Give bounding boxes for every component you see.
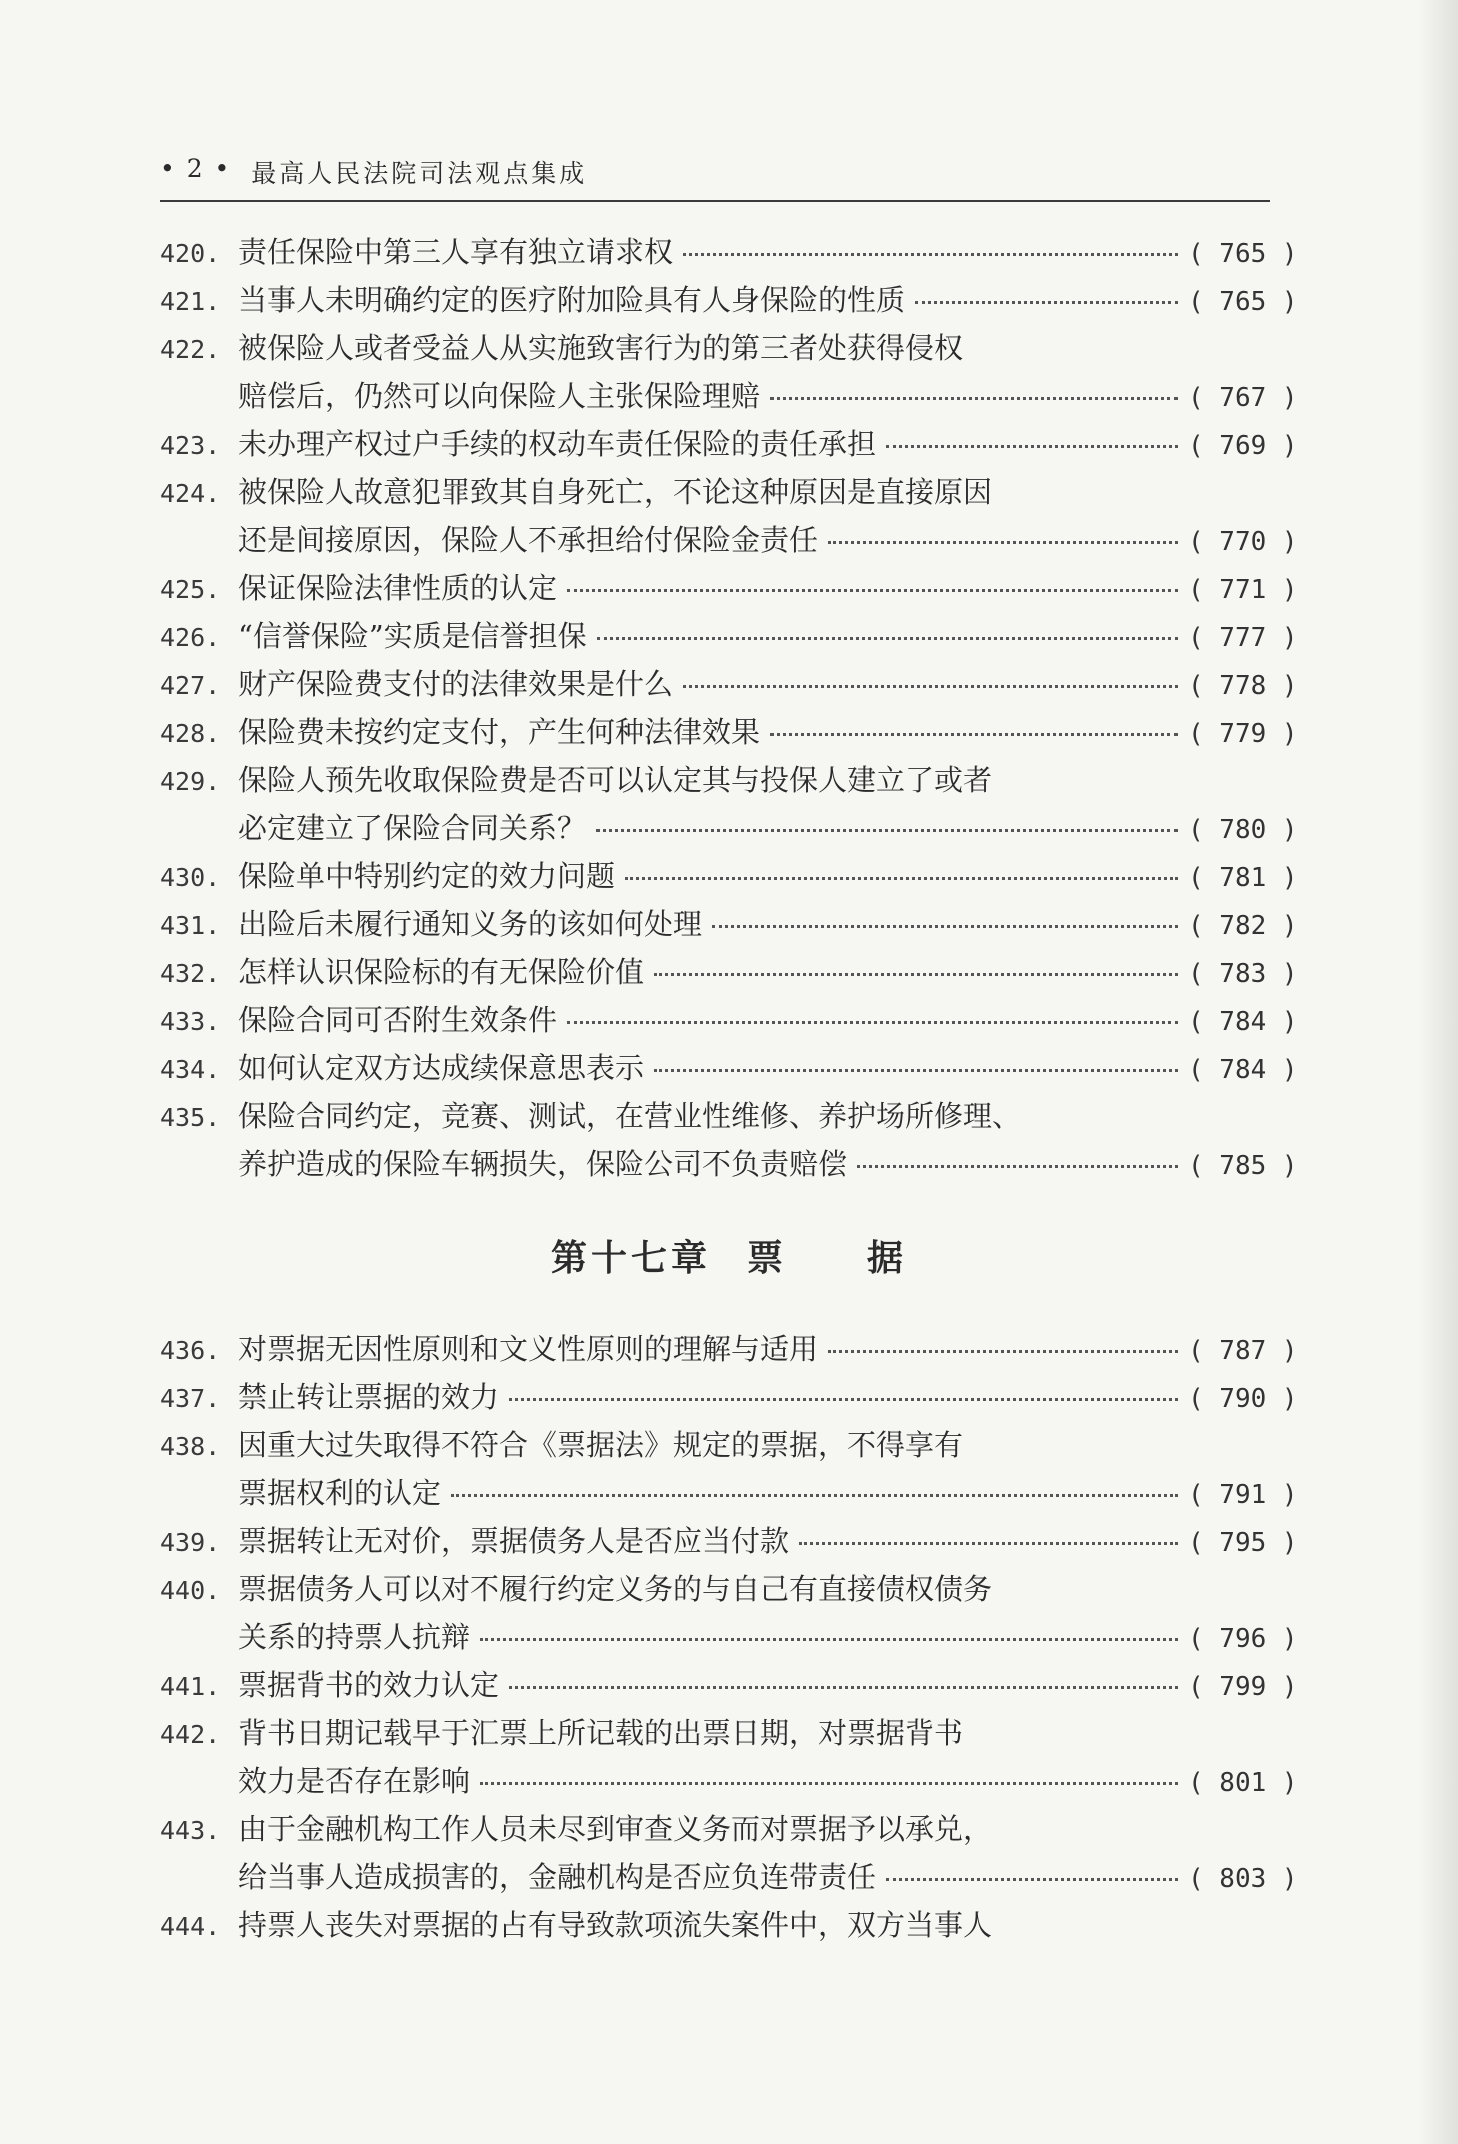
entry-number: 444. bbox=[160, 1912, 221, 1941]
dot-leader bbox=[886, 1864, 1178, 1881]
entry-page-ref: ( 777 ) bbox=[1188, 623, 1298, 653]
dot-leader bbox=[857, 1151, 1178, 1168]
entry-number: 420. bbox=[160, 239, 221, 268]
toc-entry-line bbox=[160, 276, 1298, 324]
chapter-name: 票 据 bbox=[747, 1238, 908, 1279]
toc-entry[interactable] bbox=[160, 852, 1298, 900]
dot-leader bbox=[683, 671, 1178, 688]
dot-leader bbox=[596, 815, 1178, 832]
entry-title: 当事人未明确约定的医疗附加险具有人身保险的性质 bbox=[238, 283, 906, 317]
toc-entry-line bbox=[238, 804, 1298, 852]
chapter-heading bbox=[0, 1230, 1458, 1281]
entry-title: 对票据无因性原则和文义性原则的理解与适用 bbox=[238, 1332, 819, 1366]
entry-number: 441. bbox=[160, 1672, 221, 1701]
toc-entry-line bbox=[160, 468, 1290, 516]
entry-page-ref: ( 796 ) bbox=[1188, 1624, 1298, 1654]
dot-leader bbox=[770, 719, 1178, 736]
entry-page-ref: ( 778 ) bbox=[1188, 671, 1298, 701]
entry-number: 437. bbox=[160, 1384, 221, 1413]
toc-entry-line bbox=[160, 1517, 1298, 1565]
entry-page-ref: ( 765 ) bbox=[1188, 287, 1298, 317]
entry-title: 保证保险法律性质的认定 bbox=[238, 571, 558, 605]
toc-entry-line bbox=[160, 1565, 1290, 1613]
dot-leader bbox=[509, 1672, 1178, 1689]
entry-number: 439. bbox=[160, 1528, 221, 1557]
entry-title: 禁止转让票据的效力 bbox=[238, 1380, 500, 1414]
toc-entry-line bbox=[238, 372, 1298, 420]
entry-title: 由于金融机构工作人员未尽到审查义务而对票据予以承兑， bbox=[238, 1812, 993, 1846]
toc-entry[interactable] bbox=[160, 1325, 1298, 1373]
toc-entry[interactable] bbox=[160, 1092, 1298, 1188]
entry-title: 养护造成的保险车辆损失，保险公司不负责赔偿 bbox=[238, 1147, 848, 1181]
entry-number: 434. bbox=[160, 1055, 221, 1084]
entry-page-ref: ( 765 ) bbox=[1188, 239, 1298, 269]
entry-number: 435. bbox=[160, 1103, 221, 1132]
entry-title: 保险人预先收取保险费是否可以认定其与投保人建立了或者 bbox=[238, 763, 993, 797]
entry-number: 426. bbox=[160, 623, 221, 652]
toc-entry-line bbox=[160, 996, 1298, 1044]
toc-entry[interactable] bbox=[160, 948, 1298, 996]
entry-number: 442. bbox=[160, 1720, 221, 1749]
dot-leader bbox=[915, 287, 1178, 304]
toc-entry[interactable] bbox=[160, 228, 1298, 276]
toc-entry[interactable] bbox=[160, 1565, 1298, 1661]
toc-list-insurance bbox=[160, 228, 1298, 1188]
entry-number: 422. bbox=[160, 335, 221, 364]
entry-number: 431. bbox=[160, 911, 221, 940]
entry-title: 被保险人或者受益人从实施致害行为的第三者处获得侵权 bbox=[238, 331, 964, 365]
dot-leader bbox=[712, 911, 1178, 928]
entry-page-ref: ( 803 ) bbox=[1188, 1864, 1298, 1894]
entry-title: 被保险人故意犯罪致其自身死亡，不论这种原因是直接原因 bbox=[238, 475, 993, 509]
toc-entry[interactable] bbox=[160, 1661, 1298, 1709]
entry-title: 效力是否存在影响 bbox=[238, 1764, 471, 1798]
toc-entry[interactable] bbox=[160, 324, 1298, 420]
toc-entry-line bbox=[160, 420, 1298, 468]
entry-title: 票据背书的效力认定 bbox=[238, 1668, 500, 1702]
entry-page-ref: ( 785 ) bbox=[1188, 1151, 1298, 1181]
entry-title: 怎样认识保险标的有无保险价值 bbox=[238, 955, 645, 989]
entry-title: 责任保险中第三人享有独立请求权 bbox=[238, 235, 674, 269]
entry-page-ref: ( 769 ) bbox=[1188, 431, 1298, 461]
book-title: 最高人民法院司法观点集成 bbox=[251, 159, 588, 188]
entry-title: 出险后未履行通知义务的该如何处理 bbox=[238, 907, 703, 941]
toc-entry[interactable] bbox=[160, 1709, 1298, 1805]
entry-number: 443. bbox=[160, 1816, 221, 1845]
entry-title: 票据转让无对价，票据债务人是否应当付款 bbox=[238, 1524, 790, 1558]
toc-entry-line bbox=[160, 1373, 1298, 1421]
dot-leader bbox=[654, 1055, 1178, 1072]
entry-page-ref: ( 790 ) bbox=[1188, 1384, 1298, 1414]
toc-entry-line bbox=[160, 324, 1290, 372]
toc-entry[interactable] bbox=[160, 1517, 1298, 1565]
entry-number: 421. bbox=[160, 287, 221, 316]
entry-page-ref: ( 779 ) bbox=[1188, 719, 1298, 749]
toc-entry-line bbox=[238, 1853, 1298, 1901]
toc-entry-line bbox=[160, 1661, 1298, 1709]
entry-title: 关系的持票人抗辩 bbox=[238, 1620, 471, 1654]
entry-title: 背书日期记载早于汇票上所记载的出票日期，对票据背书 bbox=[238, 1716, 964, 1750]
toc-entry-line bbox=[160, 228, 1298, 276]
toc-entry[interactable] bbox=[160, 1373, 1298, 1421]
entry-title: 保险单中特别约定的效力问题 bbox=[238, 859, 616, 893]
toc-entry[interactable] bbox=[160, 468, 1298, 564]
entry-title: 票据债务人可以对不履行约定义务的与自己有直接债权债务 bbox=[238, 1572, 993, 1606]
toc-entry-line bbox=[160, 1325, 1298, 1373]
dot-leader bbox=[886, 431, 1178, 448]
dot-leader bbox=[683, 239, 1178, 256]
entry-title: 必定建立了保险合同关系？ bbox=[238, 811, 587, 845]
toc-entry[interactable] bbox=[160, 1044, 1298, 1092]
entry-number: 428. bbox=[160, 719, 221, 748]
entry-title: 保险费未按约定支付，产生何种法律效果 bbox=[238, 715, 761, 749]
toc-entry-line bbox=[160, 564, 1298, 612]
entry-title: 还是间接原因，保险人不承担给付保险金责任 bbox=[238, 523, 819, 557]
toc-entry[interactable] bbox=[160, 420, 1298, 468]
dot-leader bbox=[770, 383, 1178, 400]
entry-title: 因重大过失取得不符合《票据法》规定的票据，不得享有 bbox=[238, 1428, 964, 1462]
entry-number: 438. bbox=[160, 1432, 221, 1461]
entry-page-ref: ( 783 ) bbox=[1188, 959, 1298, 989]
toc-entry[interactable] bbox=[160, 900, 1298, 948]
entry-title: 赔偿后，仍然可以向保险人主张保险理赔 bbox=[238, 379, 761, 413]
toc-entry[interactable] bbox=[160, 708, 1298, 756]
entry-page-ref: ( 791 ) bbox=[1188, 1480, 1298, 1510]
toc-entry-line bbox=[238, 1757, 1298, 1805]
dot-leader bbox=[597, 623, 1178, 640]
toc-entry-line bbox=[160, 852, 1298, 900]
toc-entry-line bbox=[238, 1613, 1298, 1661]
entry-title: 票据权利的认定 bbox=[238, 1476, 442, 1510]
toc-entry-line bbox=[160, 612, 1298, 660]
toc-entry[interactable] bbox=[160, 1901, 1290, 1949]
entry-number: 432. bbox=[160, 959, 221, 988]
toc-entry-line bbox=[160, 1421, 1290, 1469]
entry-number: 430. bbox=[160, 863, 221, 892]
entry-page-ref: ( 781 ) bbox=[1188, 863, 1298, 893]
entry-page-ref: ( 770 ) bbox=[1188, 527, 1298, 557]
toc-entry-line bbox=[238, 1140, 1298, 1188]
toc-entry[interactable] bbox=[160, 996, 1298, 1044]
entry-number: 423. bbox=[160, 431, 221, 460]
toc-entry-line bbox=[160, 1805, 1290, 1853]
entry-page-ref: ( 784 ) bbox=[1188, 1055, 1298, 1085]
toc-entry-line bbox=[160, 948, 1298, 996]
entry-title: “信誉保险”实质是信誉担保 bbox=[238, 619, 587, 653]
entry-number: 440. bbox=[160, 1576, 221, 1605]
toc-entry[interactable] bbox=[160, 564, 1298, 612]
toc-entry[interactable] bbox=[160, 612, 1298, 660]
entry-title: 如何认定双方达成续保意思表示 bbox=[238, 1051, 645, 1085]
entry-title: 持票人丧失对票据的占有导致款项流失案件中，双方当事人 bbox=[238, 1908, 993, 1942]
entry-page-ref: ( 795 ) bbox=[1188, 1528, 1298, 1558]
entry-number: 425. bbox=[160, 575, 221, 604]
entry-number: 424. bbox=[160, 479, 221, 508]
dot-leader bbox=[567, 1007, 1178, 1024]
dot-leader bbox=[480, 1768, 1178, 1785]
toc-list-bills bbox=[160, 1325, 1298, 1949]
entry-title: 保险合同可否附生效条件 bbox=[238, 1003, 558, 1037]
entry-title: 给当事人造成损害的，金融机构是否应负连带责任 bbox=[238, 1860, 877, 1894]
toc-entry-line bbox=[160, 660, 1298, 708]
dot-leader bbox=[567, 575, 1178, 592]
dot-leader bbox=[625, 863, 1178, 880]
entry-page-ref: ( 784 ) bbox=[1188, 1007, 1298, 1037]
entry-number: 433. bbox=[160, 1007, 221, 1036]
dot-leader bbox=[828, 527, 1178, 544]
entry-page-ref: ( 787 ) bbox=[1188, 1336, 1298, 1366]
entry-title: 保险合同约定，竞赛、测试，在营业性维修、养护场所修理、 bbox=[238, 1099, 1022, 1133]
toc-entry-line bbox=[160, 756, 1290, 804]
toc-entry-line bbox=[160, 708, 1298, 756]
toc-entry-line bbox=[160, 1044, 1298, 1092]
toc-entry[interactable] bbox=[160, 1805, 1298, 1901]
chapter-label: 第十七章 bbox=[550, 1238, 711, 1279]
dot-leader bbox=[799, 1528, 1178, 1545]
entry-title: 财产保险费支付的法律效果是什么 bbox=[238, 667, 674, 701]
entry-page-ref: ( 782 ) bbox=[1188, 911, 1298, 941]
page-number: • 2 • bbox=[160, 154, 232, 183]
toc-entry[interactable] bbox=[160, 756, 1298, 852]
toc-entry-line bbox=[238, 1469, 1298, 1517]
entry-title: 未办理产权过户手续的权动车责任保险的责任承担 bbox=[238, 427, 877, 461]
toc-entry-line bbox=[160, 1092, 1290, 1140]
entry-page-ref: ( 799 ) bbox=[1188, 1672, 1298, 1702]
dot-leader bbox=[509, 1384, 1178, 1401]
entry-number: 427. bbox=[160, 671, 221, 700]
dot-leader bbox=[828, 1336, 1178, 1353]
page-edge-shadow bbox=[1418, 0, 1458, 2144]
toc-entry[interactable] bbox=[160, 1421, 1298, 1517]
entry-page-ref: ( 771 ) bbox=[1188, 575, 1298, 605]
dot-leader bbox=[480, 1624, 1178, 1641]
entry-number: 436. bbox=[160, 1336, 221, 1365]
toc-entry-line bbox=[160, 1709, 1290, 1757]
toc-entry[interactable] bbox=[160, 276, 1298, 324]
entry-page-ref: ( 780 ) bbox=[1188, 815, 1298, 845]
toc-entry-line bbox=[238, 516, 1298, 564]
toc-entry[interactable] bbox=[160, 660, 1298, 708]
entry-number: 429. bbox=[160, 767, 221, 796]
entry-page-ref: ( 801 ) bbox=[1188, 1768, 1298, 1798]
toc-entry-line bbox=[160, 900, 1298, 948]
dot-leader bbox=[451, 1480, 1178, 1497]
running-header bbox=[160, 154, 1270, 202]
dot-leader bbox=[654, 959, 1178, 976]
toc-entry-line bbox=[160, 1901, 1290, 1949]
entry-page-ref: ( 767 ) bbox=[1188, 383, 1298, 413]
